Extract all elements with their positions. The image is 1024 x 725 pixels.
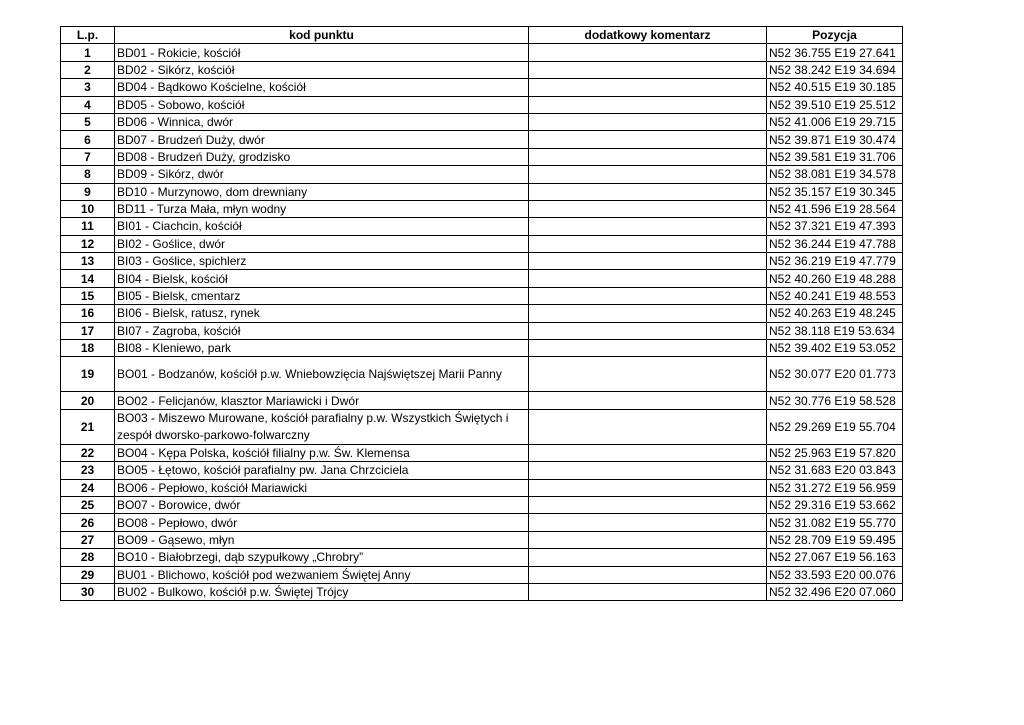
cell-pozycja: N52 38.242 E19 34.694 xyxy=(767,61,903,78)
cell-lp: 8 xyxy=(61,166,115,183)
cell-kod-punktu: BD06 - Winnica, dwór xyxy=(115,113,529,130)
cell-lp: 28 xyxy=(61,549,115,566)
cell-dodatkowy-komentarz xyxy=(529,96,767,113)
header-kod-punktu: kod punktu xyxy=(115,27,529,44)
table-row xyxy=(61,113,903,130)
cell-lp: 14 xyxy=(61,270,115,287)
cell-dodatkowy-komentarz xyxy=(529,462,767,479)
cell-kod-punktu: BI06 - Bielsk, ratusz, rynek xyxy=(115,305,529,322)
cell-dodatkowy-komentarz xyxy=(529,566,767,583)
cell-lp: 12 xyxy=(61,235,115,252)
cell-pozycja: N52 36.244 E19 47.788 xyxy=(767,235,903,252)
cell-kod-punktu: BI05 - Bielsk, cmentarz xyxy=(115,287,529,304)
cell-dodatkowy-komentarz xyxy=(529,496,767,513)
table-row xyxy=(61,218,903,235)
cell-dodatkowy-komentarz xyxy=(529,305,767,322)
table-row xyxy=(61,305,903,322)
cell-lp: 4 xyxy=(61,96,115,113)
table-row xyxy=(61,183,903,200)
cell-lp: 20 xyxy=(61,392,115,409)
table-row xyxy=(61,270,903,287)
cell-dodatkowy-komentarz xyxy=(529,131,767,148)
table-row xyxy=(61,514,903,531)
table-row xyxy=(61,322,903,339)
cell-lp: 18 xyxy=(61,340,115,357)
cell-dodatkowy-komentarz xyxy=(529,61,767,78)
cell-dodatkowy-komentarz xyxy=(529,287,767,304)
cell-kod-punktu: BO01 - Bodzanów, kościół p.w. Wniebowzięcia Najświętszej Marii Panny xyxy=(115,357,529,392)
cell-lp: 24 xyxy=(61,479,115,496)
cell-dodatkowy-komentarz xyxy=(529,183,767,200)
cell-kod-punktu: BO03 - Miszewo Murowane, kościół parafialny p.w. Wszystkich Świętych i zespół dworsko-parkowo-folwarczny xyxy=(115,409,529,444)
cell-kod-punktu: BO07 - Borowice, dwór xyxy=(115,496,529,513)
cell-pozycja: N52 31.683 E20 03.843 xyxy=(767,462,903,479)
cell-kod-punktu: BD05 - Sobowo, kościół xyxy=(115,96,529,113)
cell-pozycja: N52 27.067 E19 56.163 xyxy=(767,549,903,566)
cell-pozycja: N52 35.157 E19 30.345 xyxy=(767,183,903,200)
header-pozycja: Pozycja xyxy=(767,27,903,44)
cell-lp: 1 xyxy=(61,44,115,61)
table-row xyxy=(61,357,903,392)
cell-pozycja: N52 40.241 E19 48.553 xyxy=(767,287,903,304)
cell-pozycja: N52 39.871 E19 30.474 xyxy=(767,131,903,148)
cell-kod-punktu: BU02 - Bulkowo, kościół p.w. Świętej Trójcy xyxy=(115,583,529,600)
cell-pozycja: N52 40.263 E19 48.245 xyxy=(767,305,903,322)
cell-kod-punktu: BO05 - Łętowo, kościół parafialny pw. Jana Chrzciciela xyxy=(115,462,529,479)
cell-dodatkowy-komentarz xyxy=(529,235,767,252)
cell-kod-punktu: BD07 - Brudzeń Duży, dwór xyxy=(115,131,529,148)
table-row xyxy=(61,496,903,513)
table-row xyxy=(61,340,903,357)
cell-dodatkowy-komentarz xyxy=(529,479,767,496)
cell-pozycja: N52 36.219 E19 47.779 xyxy=(767,253,903,270)
table-row xyxy=(61,148,903,165)
cell-kod-punktu: BO06 - Pepłowo, kościół Mariawicki xyxy=(115,479,529,496)
table-row xyxy=(61,444,903,461)
cell-pozycja: N52 25.963 E19 57.820 xyxy=(767,444,903,461)
cell-lp: 7 xyxy=(61,148,115,165)
table-row xyxy=(61,462,903,479)
cell-lp: 3 xyxy=(61,79,115,96)
cell-pozycja: N52 36.755 E19 27.641 xyxy=(767,44,903,61)
cell-dodatkowy-komentarz xyxy=(529,79,767,96)
cell-lp: 23 xyxy=(61,462,115,479)
cell-pozycja: N52 28.709 E19 59.495 xyxy=(767,531,903,548)
cell-kod-punktu: BI02 - Goślice, dwór xyxy=(115,235,529,252)
cell-dodatkowy-komentarz xyxy=(529,270,767,287)
cell-dodatkowy-komentarz xyxy=(529,218,767,235)
cell-dodatkowy-komentarz xyxy=(529,531,767,548)
cell-dodatkowy-komentarz xyxy=(529,322,767,339)
cell-pozycja: N52 31.082 E19 55.770 xyxy=(767,514,903,531)
cell-lp: 9 xyxy=(61,183,115,200)
cell-lp: 13 xyxy=(61,253,115,270)
cell-dodatkowy-komentarz xyxy=(529,113,767,130)
cell-pozycja: N52 40.515 E19 30.185 xyxy=(767,79,903,96)
cell-kod-punktu: BI01 - Ciachcin, kościół xyxy=(115,218,529,235)
cell-pozycja: N52 29.269 E19 55.704 xyxy=(767,409,903,444)
cell-pozycja: N52 37.321 E19 47.393 xyxy=(767,218,903,235)
cell-dodatkowy-komentarz xyxy=(529,357,767,392)
cell-lp: 6 xyxy=(61,131,115,148)
cell-dodatkowy-komentarz xyxy=(529,148,767,165)
cell-kod-punktu: BD09 - Sikórz, dwór xyxy=(115,166,529,183)
cell-kod-punktu: BI08 - Kleniewo, park xyxy=(115,340,529,357)
cell-dodatkowy-komentarz xyxy=(529,253,767,270)
table-row xyxy=(61,549,903,566)
table-row xyxy=(61,566,903,583)
cell-kod-punktu: BD08 - Brudzeń Duży, grodzisko xyxy=(115,148,529,165)
cell-dodatkowy-komentarz xyxy=(529,392,767,409)
table-row xyxy=(61,96,903,113)
cell-lp: 19 xyxy=(61,357,115,392)
cell-kod-punktu: BD01 - Rokicie, kościół xyxy=(115,44,529,61)
cell-dodatkowy-komentarz xyxy=(529,549,767,566)
cell-pozycja: N52 40.260 E19 48.288 xyxy=(767,270,903,287)
cell-pozycja: N52 41.596 E19 28.564 xyxy=(767,200,903,217)
cell-kod-punktu: BO04 - Kępa Polska, kościół filialny p.w. Św. Klemensa xyxy=(115,444,529,461)
cell-lp: 21 xyxy=(61,409,115,444)
cell-pozycja: N52 39.581 E19 31.706 xyxy=(767,148,903,165)
cell-kod-punktu: BO09 - Gąsewo, młyn xyxy=(115,531,529,548)
table-row xyxy=(61,44,903,61)
cell-dodatkowy-komentarz xyxy=(529,166,767,183)
cell-kod-punktu: BO08 - Pepłowo, dwór xyxy=(115,514,529,531)
table-row xyxy=(61,392,903,409)
cell-kod-punktu: BD04 - Bądkowo Kościelne, kościół xyxy=(115,79,529,96)
cell-pozycja: N52 29.316 E19 53.662 xyxy=(767,496,903,513)
table-row xyxy=(61,61,903,78)
cell-kod-punktu: BD10 - Murzynowo, dom drewniany xyxy=(115,183,529,200)
cell-dodatkowy-komentarz xyxy=(529,444,767,461)
cell-kod-punktu: BD02 - Sikórz, kościół xyxy=(115,61,529,78)
table-row xyxy=(61,235,903,252)
cell-pozycja: N52 33.593 E20 00.076 xyxy=(767,566,903,583)
cell-kod-punktu: BI03 - Goślice, spichlerz xyxy=(115,253,529,270)
cell-kod-punktu: BO02 - Felicjanów, klasztor Mariawicki i Dwór xyxy=(115,392,529,409)
cell-pozycja: N52 39.510 E19 25.512 xyxy=(767,96,903,113)
cell-kod-punktu: BO10 - Białobrzegi, dąb szypułkowy „Chrobry” xyxy=(115,549,529,566)
table-row xyxy=(61,79,903,96)
cell-pozycja: N52 41.006 E19 29.715 xyxy=(767,113,903,130)
cell-pozycja: N52 30.776 E19 58.528 xyxy=(767,392,903,409)
cell-pozycja: N52 32.496 E20 07.060 xyxy=(767,583,903,600)
table-row xyxy=(61,253,903,270)
cell-lp: 17 xyxy=(61,322,115,339)
cell-lp: 16 xyxy=(61,305,115,322)
cell-pozycja: N52 31.272 E19 56.959 xyxy=(767,479,903,496)
cell-dodatkowy-komentarz xyxy=(529,340,767,357)
cell-kod-punktu: BU01 - Blichowo, kościół pod wezwaniem Świętej Anny xyxy=(115,566,529,583)
table-row xyxy=(61,200,903,217)
header-row xyxy=(61,27,903,44)
table-row xyxy=(61,531,903,548)
table-row xyxy=(61,479,903,496)
cell-lp: 15 xyxy=(61,287,115,304)
table-row xyxy=(61,166,903,183)
cell-kod-punktu: BD11 - Turza Mała, młyn wodny xyxy=(115,200,529,217)
table-row xyxy=(61,287,903,304)
cell-kod-punktu: BI04 - Bielsk, kościół xyxy=(115,270,529,287)
header-dodatkowy-komentarz: dodatkowy komentarz xyxy=(529,27,767,44)
cell-lp: 11 xyxy=(61,218,115,235)
points-table xyxy=(60,26,903,601)
table-body xyxy=(61,44,903,601)
table-row xyxy=(61,583,903,600)
cell-pozycja: N52 30.077 E20 01.773 xyxy=(767,357,903,392)
header-lp: L.p. xyxy=(61,27,115,44)
cell-lp: 5 xyxy=(61,113,115,130)
cell-pozycja: N52 38.118 E19 53.634 xyxy=(767,322,903,339)
cell-lp: 10 xyxy=(61,200,115,217)
cell-pozycja: N52 38.081 E19 34.578 xyxy=(767,166,903,183)
cell-lp: 30 xyxy=(61,583,115,600)
table-row xyxy=(61,131,903,148)
cell-lp: 27 xyxy=(61,531,115,548)
cell-lp: 26 xyxy=(61,514,115,531)
cell-lp: 22 xyxy=(61,444,115,461)
cell-dodatkowy-komentarz xyxy=(529,200,767,217)
cell-lp: 2 xyxy=(61,61,115,78)
cell-lp: 29 xyxy=(61,566,115,583)
cell-dodatkowy-komentarz xyxy=(529,44,767,61)
table-row xyxy=(61,409,903,444)
cell-dodatkowy-komentarz xyxy=(529,409,767,444)
cell-lp: 25 xyxy=(61,496,115,513)
cell-pozycja: N52 39.402 E19 53.052 xyxy=(767,340,903,357)
cell-kod-punktu: BI07 - Zagroba, kościół xyxy=(115,322,529,339)
cell-dodatkowy-komentarz xyxy=(529,514,767,531)
cell-dodatkowy-komentarz xyxy=(529,583,767,600)
